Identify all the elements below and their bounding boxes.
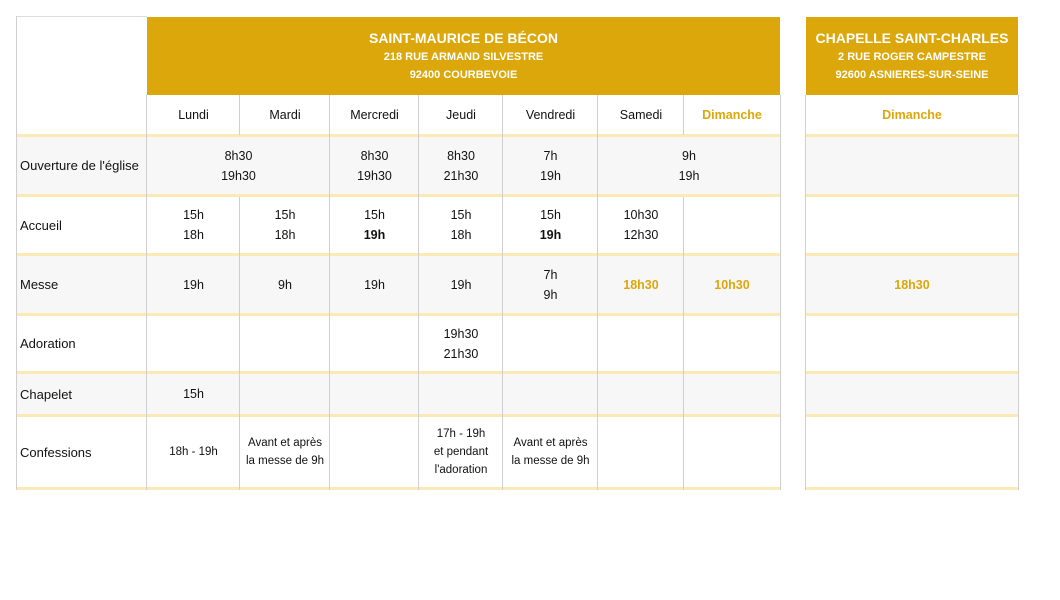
confessions-vendredi: Avant et après la messe de 9h [511,437,590,467]
row-separator [806,414,1018,417]
chapelle-day-dimanche: Dimanche [882,108,942,122]
row-label-accueil: Accueil [20,217,62,233]
row-separator [806,487,1018,490]
church1-name: SAINT-MAURICE DE BÉCON [368,30,558,46]
column-separator [239,95,240,135]
ouverture-mercredi: 8h30 19h30 [357,148,392,183]
table-right-border [780,95,781,490]
ouverture-vendredi: 7h 19h [540,148,561,183]
accueil-mardi: 15h 18h [274,208,296,242]
church1-header [147,17,780,95]
church2-header [806,17,1018,95]
row-separator [17,371,780,374]
row-separator [17,487,780,490]
column-separator [683,197,684,490]
row-label-adoration: Adoration [20,336,76,351]
chapelet-lundi: 15h [183,387,204,401]
church1-address2: 92400 COURBEVOIE [409,69,518,81]
row-separator [17,253,780,256]
messe-mercredi: 19h [364,277,385,292]
row-separator [17,313,780,316]
messe-jeudi: 19h [450,277,472,292]
row-label-chapelet: Chapelet [20,386,73,402]
adoration-jeudi: 19h30 21h30 [443,326,479,361]
row-separator [806,371,1018,374]
messe-lundi: 19h [183,277,204,292]
church2-address2: 92600 ASNIERES-SUR-SEINE [835,69,989,81]
messe-dimanche: 10h30 [714,277,750,292]
messe-mardi: 9h [278,277,292,292]
column-separator [418,95,419,490]
label-column-border [146,95,147,490]
row-label-ouverture: Ouverture de l'église [20,158,139,173]
row-label-messe: Messe [20,277,59,292]
messe-chapelle-dimanche: 18h30 [894,277,930,292]
confessions-jeudi: 17h - 19h et pendant l'adoration [433,428,489,476]
column-separator [239,197,240,490]
accueil-mercredi: 15h 19h [363,208,386,242]
accueil-lundi: 15h 18h [183,208,204,242]
church1-address1: 218 RUE ARMAND SILVESTRE [383,51,544,63]
accueil-vendredi: 15h 19h [539,208,562,242]
chapelle-left-border [805,95,806,490]
church2-address1: 2 RUE ROGER CAMPESTRE [838,51,986,63]
church2-name: CHAPELLE SAINT-CHARLES [815,30,1009,46]
chapelle-right-border [1018,95,1019,490]
row-separator [17,414,780,417]
row-separator [17,194,780,197]
row-label-confessions: Confessions [20,444,92,460]
confessions-mardi: Avant et après la messe de 9h [246,437,324,467]
day-jeudi: Jeudi [446,108,476,122]
messe-samedi: 18h30 [623,277,659,292]
row-separator [806,194,1018,197]
accueil-jeudi: 15h 18h [450,208,472,242]
messe-vendredi: 7h 9h [543,267,558,302]
row-separator [806,253,1018,256]
table-left-border [16,16,17,490]
row-separator [806,134,1018,137]
ouverture-samedi-dimanche: 9h 19h [678,148,700,183]
column-separator [683,95,684,135]
day-samedi: Samedi [619,108,663,122]
label-column-top-border [17,16,147,17]
day-mardi: Mardi [269,108,301,122]
column-separator [502,95,503,490]
day-vendredi: Vendredi [525,108,576,122]
row-separator [806,313,1018,316]
accueil-samedi: 10h30 12h30 [623,208,659,242]
day-lundi: Lundi [178,108,209,122]
column-separator [329,95,330,490]
day-mercredi: Mercredi [350,108,399,122]
row-separator [17,134,780,137]
column-separator [597,95,598,490]
day-dimanche: Dimanche [702,108,762,122]
confessions-lundi: 18h - 19h [169,446,218,458]
ouverture-jeudi: 8h30 21h30 [443,148,479,183]
ouverture-lundi-mardi: 8h30 19h30 [221,148,256,183]
